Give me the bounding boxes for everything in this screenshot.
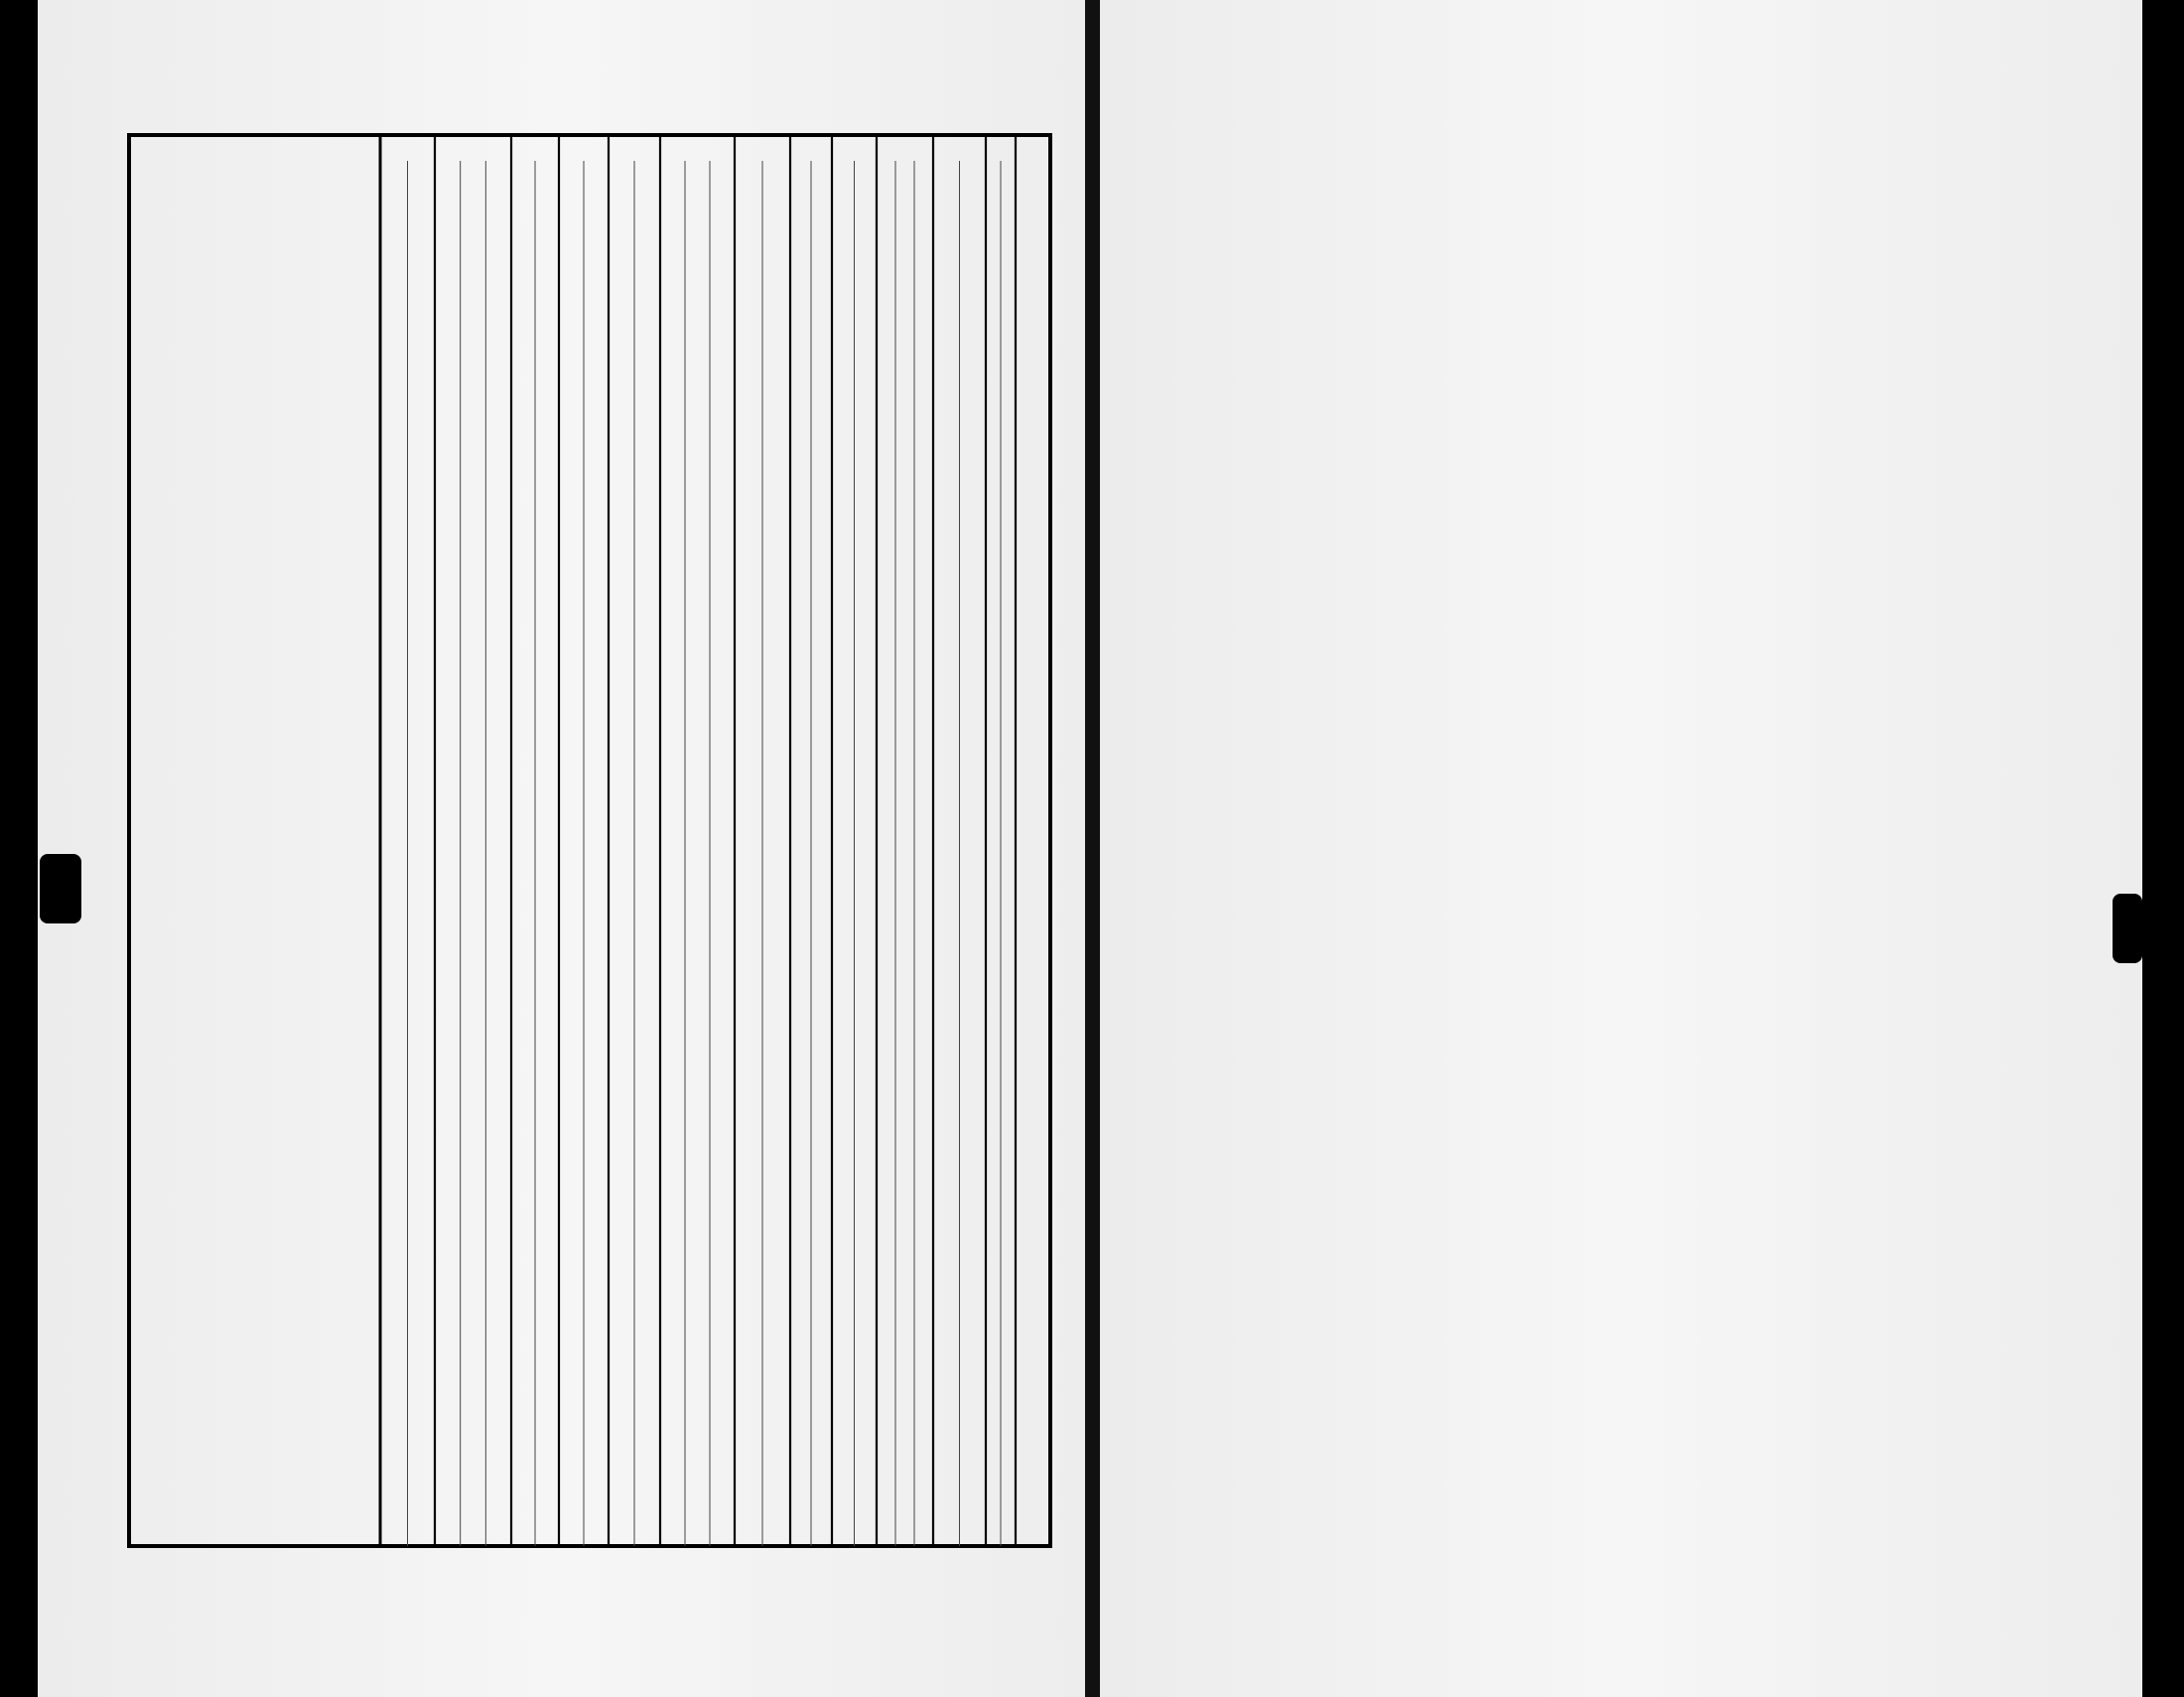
left-page <box>38 0 1085 1697</box>
binding-clip-right <box>2113 894 2142 963</box>
book-spine <box>1085 0 1100 1697</box>
left-register-table <box>38 0 1085 1697</box>
binding-clip-left <box>40 854 81 923</box>
right-page <box>1100 0 2142 1697</box>
right-register-table <box>1100 0 2142 1697</box>
table-frame <box>129 135 1050 1546</box>
